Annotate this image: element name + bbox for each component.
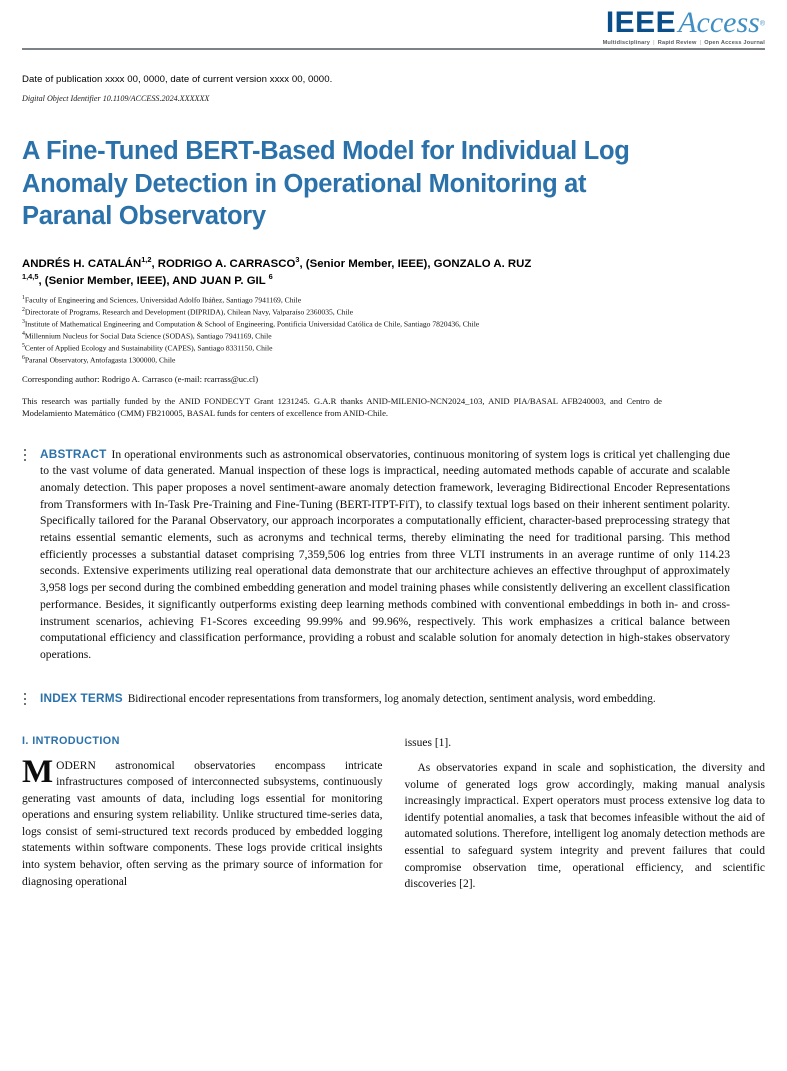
masthead-divider <box>22 48 765 50</box>
drop-cap: M <box>22 753 54 790</box>
affiliation-item <box>22 294 765 306</box>
affiliation-number: 2 <box>22 306 25 313</box>
intro-paragraph-1 <box>22 753 383 890</box>
body-columns <box>22 735 765 893</box>
logo-access-text: Access <box>678 6 760 39</box>
right-column <box>405 735 766 893</box>
abstract-marker-icon <box>24 449 26 463</box>
abstract-label: ABSTRACT <box>40 446 107 461</box>
abstract-block <box>22 446 730 664</box>
doi-label: Digital Object Identifier <box>22 94 101 103</box>
doi-line <box>22 94 765 103</box>
affiliation-item <box>22 342 765 354</box>
author-gonzalo-ruz: , (Senior Member, IEEE), GONZALO A. RUZ <box>299 257 532 270</box>
index-terms-body <box>40 690 730 707</box>
affiliation-number: 3 <box>22 318 25 325</box>
abstract-text: In operational environments such as astronomical observatories, continuous monitoring of system logs is critical yet challenging due to the vast volume of data generated. Manual inspection of these logs is impractical, needing automated methods capable of accurate and scalable anomaly detection. This paper proposes a novel sentiment-aware anomaly detection framework, leveraging Bidirectional Encoder Representations from Transformers with In-Task Pre-Training and Fine-Tuning (BERT-ITPT-FiT), to classify textual logs based on their inherent sentiment polarity. Specifically tailored for the Paranal Observatory, our approach incorporates a computationally efficient, character-based preprocessing strategy that retains essential semantic elements, such as acronyms and technical terms, thereby eliminating the need for traditional parsing. This method efficiently processes a substantial dataset comprising 7,359,506 log entries from three VLTI instruments in an average runtime of only 114.23 seconds. Extensive experiments utilizing real operational data demonstrate that our architecture achieves an effective throughput of approximately 3,958 logs per second during the combined embedding generation and model training phases while consistently delivering an excellent classification performance. Besides, it significantly outperforms existing deep learning methods combined with conventional embeddings in both in- and cross-instrument scenarios, achieving F1-Scores exceeding 99.99% and 99.96%, respectively. This work emphasizes a critical balance between computational efficiency and classification performance, providing a robust and scalable solution for anomaly detection in high-stakes observatory operations. <box>40 447 730 661</box>
author-3-affil-refs: 1,4,5 <box>22 271 39 281</box>
author-2-affil-refs: 3 <box>295 254 300 264</box>
doi-value: 10.1109/ACCESS.2024.XXXXXX <box>102 94 210 103</box>
intro-continuation: issues [1]. <box>404 736 452 749</box>
index-terms-marker-icon <box>24 693 26 707</box>
tagline-open-access: Open Access Journal <box>704 40 765 46</box>
affiliation-text: Institute of Mathematical Engineering and Computation & School of Engineering, Pontificia Universidad Católica de Chile, Santiago 7820436, Chile <box>24 319 480 329</box>
corresponding-author-line: Corresponding author: Rodrigo A. Carrasco (e-mail: rcarrass@uc.cl) <box>22 374 259 385</box>
affiliation-text: Center of Applied Ecology and Sustainability (CAPES), Santiago 8331150, Chile <box>24 343 273 353</box>
affiliation-number: 5 <box>22 343 25 350</box>
logo-wordmark <box>603 8 765 38</box>
intro-paragraph-2: As observatories expand in scale and sophistication, the diversity and volume of generated logs grow accordingly, making manual analysis increasingly impractical. Expert operators must process extensive log data to identify potential anomalies, a task that becomes infeasible without the aid of automated solutions. Therefore, intelligent log anomaly detection methods are essential to safeguard system integrity and prevent failures that could compromise observation time, operational efficiency, and scientific discoveries [2]. <box>404 762 765 891</box>
affiliation-list <box>22 294 765 366</box>
tagline-separator-1: | <box>653 40 655 46</box>
intro-paragraph-1-text: ODERN astronomical observatories encompass intricate infrastructures composed of interconnected subsystems, continuously generating vast amounts of data, including logs essential for monitoring operations and ensuring system reliability. Unlike structured time-series data, logs consist of semi-structured text records produced by embedded logging statements within software components. These logs provide critical insights into system behavior, often serving as the primary source of information for diagnosing operational <box>22 759 383 888</box>
affiliation-number: 6 <box>22 355 25 362</box>
funding-statement: This research was partially funded by the ANID FONDECYT Grant 1231245. G.A.R thanks ANID-MILENIO-NCN2024_103, ANID PIA/BASAL AFB240003, and Centro de Modelamiento Matemático (CMM) FB210005, BASAL funds for centers of excellence from ANID-Chile. <box>22 396 662 419</box>
affiliation-number: 1 <box>22 294 25 301</box>
author-1-affil-refs: 1,2 <box>141 254 152 264</box>
author-rodrigo-carrasco: , RODRIGO A. CARRASCO <box>151 257 296 270</box>
index-terms-block <box>22 690 730 707</box>
affiliation-text: Millennium Nucleus for Social Data Science (SODAS), Santiago 7941169, Chile <box>24 331 272 341</box>
logo-tagline <box>603 41 765 47</box>
affiliation-item <box>22 318 765 330</box>
author-list <box>22 255 662 289</box>
ieee-access-logo <box>603 8 765 47</box>
affiliation-item <box>22 330 765 342</box>
publication-date-line: Date of publication xxxx 00, 0000, date of current version xxxx 00, 0000. <box>22 74 333 85</box>
tagline-separator-2: | <box>699 40 702 46</box>
logo-trademark-icon: ® <box>759 20 765 28</box>
affiliation-text: Directorate of Programs, Research and Development (DIPRIDA), Chilean Navy, Valparaíso 2360035, Chile <box>24 307 354 317</box>
author-andres-catalan: ANDRÉS H. CATALÁN <box>22 257 142 270</box>
author-juan-gil: , (Senior Member, IEEE), AND JUAN P. GIL <box>38 274 269 287</box>
section-heading-introduction: I. INTRODUCTION <box>22 734 120 747</box>
index-terms-label: INDEX TERMS <box>40 690 123 705</box>
affiliation-item <box>22 354 765 366</box>
affiliation-text: Paranal Observatory, Antofagasta 1300000, Chile <box>24 355 176 365</box>
tagline-rapid-review: Rapid Review <box>657 40 697 46</box>
page-title: A Fine-Tuned BERT-Based Model for Individual Log Anomaly Detection in Operational Monitoring at Paranal Observatory <box>22 137 630 231</box>
masthead <box>22 0 765 44</box>
tagline-multidisciplinary: Multidisciplinary <box>602 40 651 46</box>
affiliation-item <box>22 306 765 318</box>
abstract-body <box>40 446 730 664</box>
affiliation-number: 4 <box>22 331 25 338</box>
left-column <box>22 735 383 893</box>
logo-ieee-text: IEEE <box>605 6 677 39</box>
author-4-affil-refs: 6 <box>268 271 273 281</box>
affiliation-text: Faculty of Engineering and Sciences, Universidad Adolfo Ibáñez, Santiago 7941169, Chile <box>24 295 302 305</box>
index-terms-text: Bidirectional encoder representations from transformers, log anomaly detection, sentiment analysis, word embedding. <box>127 692 656 705</box>
